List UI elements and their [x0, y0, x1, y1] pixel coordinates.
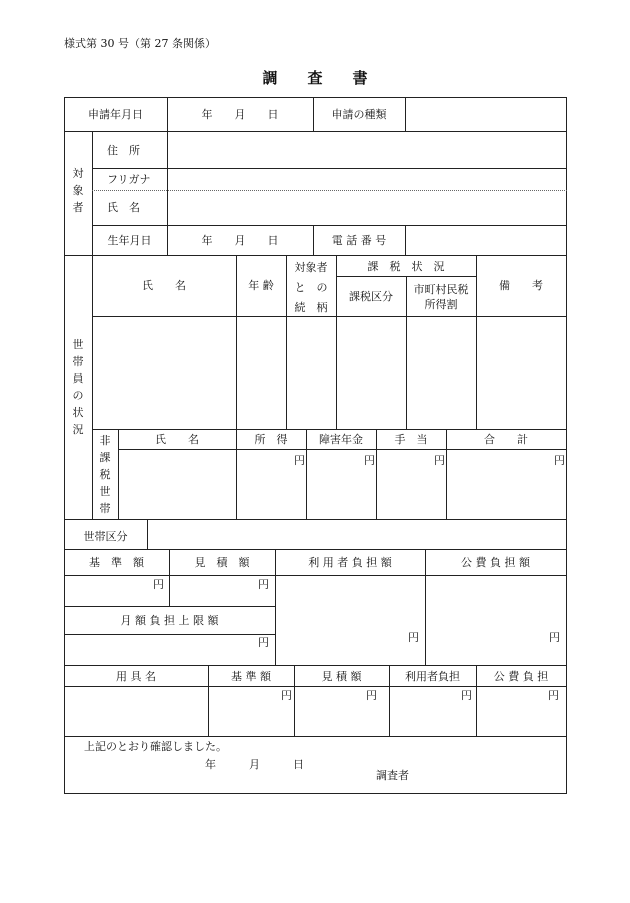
user-burden-header: 利 用 者 負 担 額 [308, 556, 392, 569]
application-type-field[interactable] [406, 98, 566, 131]
furigana-label: フリガナ [107, 173, 151, 186]
household-class-field[interactable] [148, 520, 566, 549]
phone-field[interactable] [406, 226, 566, 255]
monthly-cap-yen: 円 [258, 636, 269, 649]
investigator-label: 調査者 [376, 769, 409, 782]
standard-amount-header: 基 準 額 [89, 556, 144, 569]
nt-income-header: 所 得 [254, 433, 288, 446]
nt-name-header: 氏 名 [155, 433, 199, 446]
confirmation-date[interactable]: 年 月 日 [205, 758, 304, 771]
household-group-label: 世 帯 員 の 状 況 [72, 338, 84, 436]
public-burden-header: 公 費 負 担 額 [461, 556, 530, 569]
subject-group-label: 対 象 者 [72, 167, 84, 214]
equipment-estimate-yen: 円 [366, 689, 377, 702]
equipment-user-burden-header: 利用者負担 [405, 670, 460, 683]
tax-class-header: 課税区分 [349, 290, 393, 303]
equipment-public-burden-header: 公 費 負 担 [493, 670, 549, 683]
equipment-standard-yen: 円 [281, 689, 292, 702]
address-field[interactable] [168, 132, 566, 168]
equipment-standard-header: 基 準 額 [231, 670, 271, 683]
member-relation-header: 対象者 と の 続 柄 [294, 261, 328, 314]
standard-amount-yen: 円 [153, 578, 164, 591]
municipal-tax-header: 市町村民税 所得割 [413, 283, 469, 311]
nt-allowance-yen: 円 [434, 454, 445, 467]
application-type-label: 申請の種類 [331, 108, 387, 121]
page-title: 調 査 書 [262, 69, 368, 87]
user-burden-yen: 円 [408, 631, 419, 644]
phone-label: 電 話 番 号 [331, 234, 387, 247]
nt-total-yen: 円 [554, 454, 565, 467]
equipment-name-header: 用 具 名 [116, 670, 156, 683]
birth-date-value[interactable]: 年 月 日 [201, 234, 279, 247]
remarks-header: 備 考 [499, 279, 543, 292]
household-class-label: 世帯区分 [83, 530, 128, 543]
nt-income-yen: 円 [294, 454, 305, 467]
equipment-public-burden-yen: 円 [548, 689, 559, 702]
equipment-user-burden-yen: 円 [461, 689, 472, 702]
household-members-entry[interactable] [93, 317, 566, 429]
nt-pension-yen: 円 [364, 454, 375, 467]
estimate-amount-header: 見 積 額 [194, 556, 250, 569]
application-date-value[interactable]: 年 月 日 [201, 108, 279, 121]
equipment-estimate-header: 見 積 額 [321, 670, 362, 683]
nt-allowance-header: 手 当 [394, 433, 428, 446]
name-field[interactable] [168, 191, 566, 225]
monthly-cap-header: 月 額 負 担 上 限 額 [120, 614, 219, 627]
address-label: 住 所 [107, 144, 140, 157]
nt-total-header: 合 計 [484, 433, 528, 446]
member-name-header: 氏 名 [142, 279, 186, 292]
application-date-label: 申請年月日 [88, 108, 143, 121]
non-taxable-label: 非 課 税 世 帯 [99, 434, 111, 515]
form-number: 様式第 30 号（第 27 条関係） [64, 37, 216, 50]
birth-date-label: 生年月日 [107, 234, 152, 247]
member-age-header: 年 齢 [248, 279, 274, 292]
public-burden-yen: 円 [549, 631, 560, 644]
furigana-field[interactable] [168, 169, 566, 190]
nt-pension-header: 障害年金 [319, 433, 363, 446]
tax-status-header: 課 税 状 況 [367, 260, 445, 273]
name-label: 氏 名 [107, 201, 140, 214]
confirmation-text: 上記のとおり確認しました。 [84, 740, 227, 753]
estimate-amount-yen: 円 [258, 578, 269, 591]
